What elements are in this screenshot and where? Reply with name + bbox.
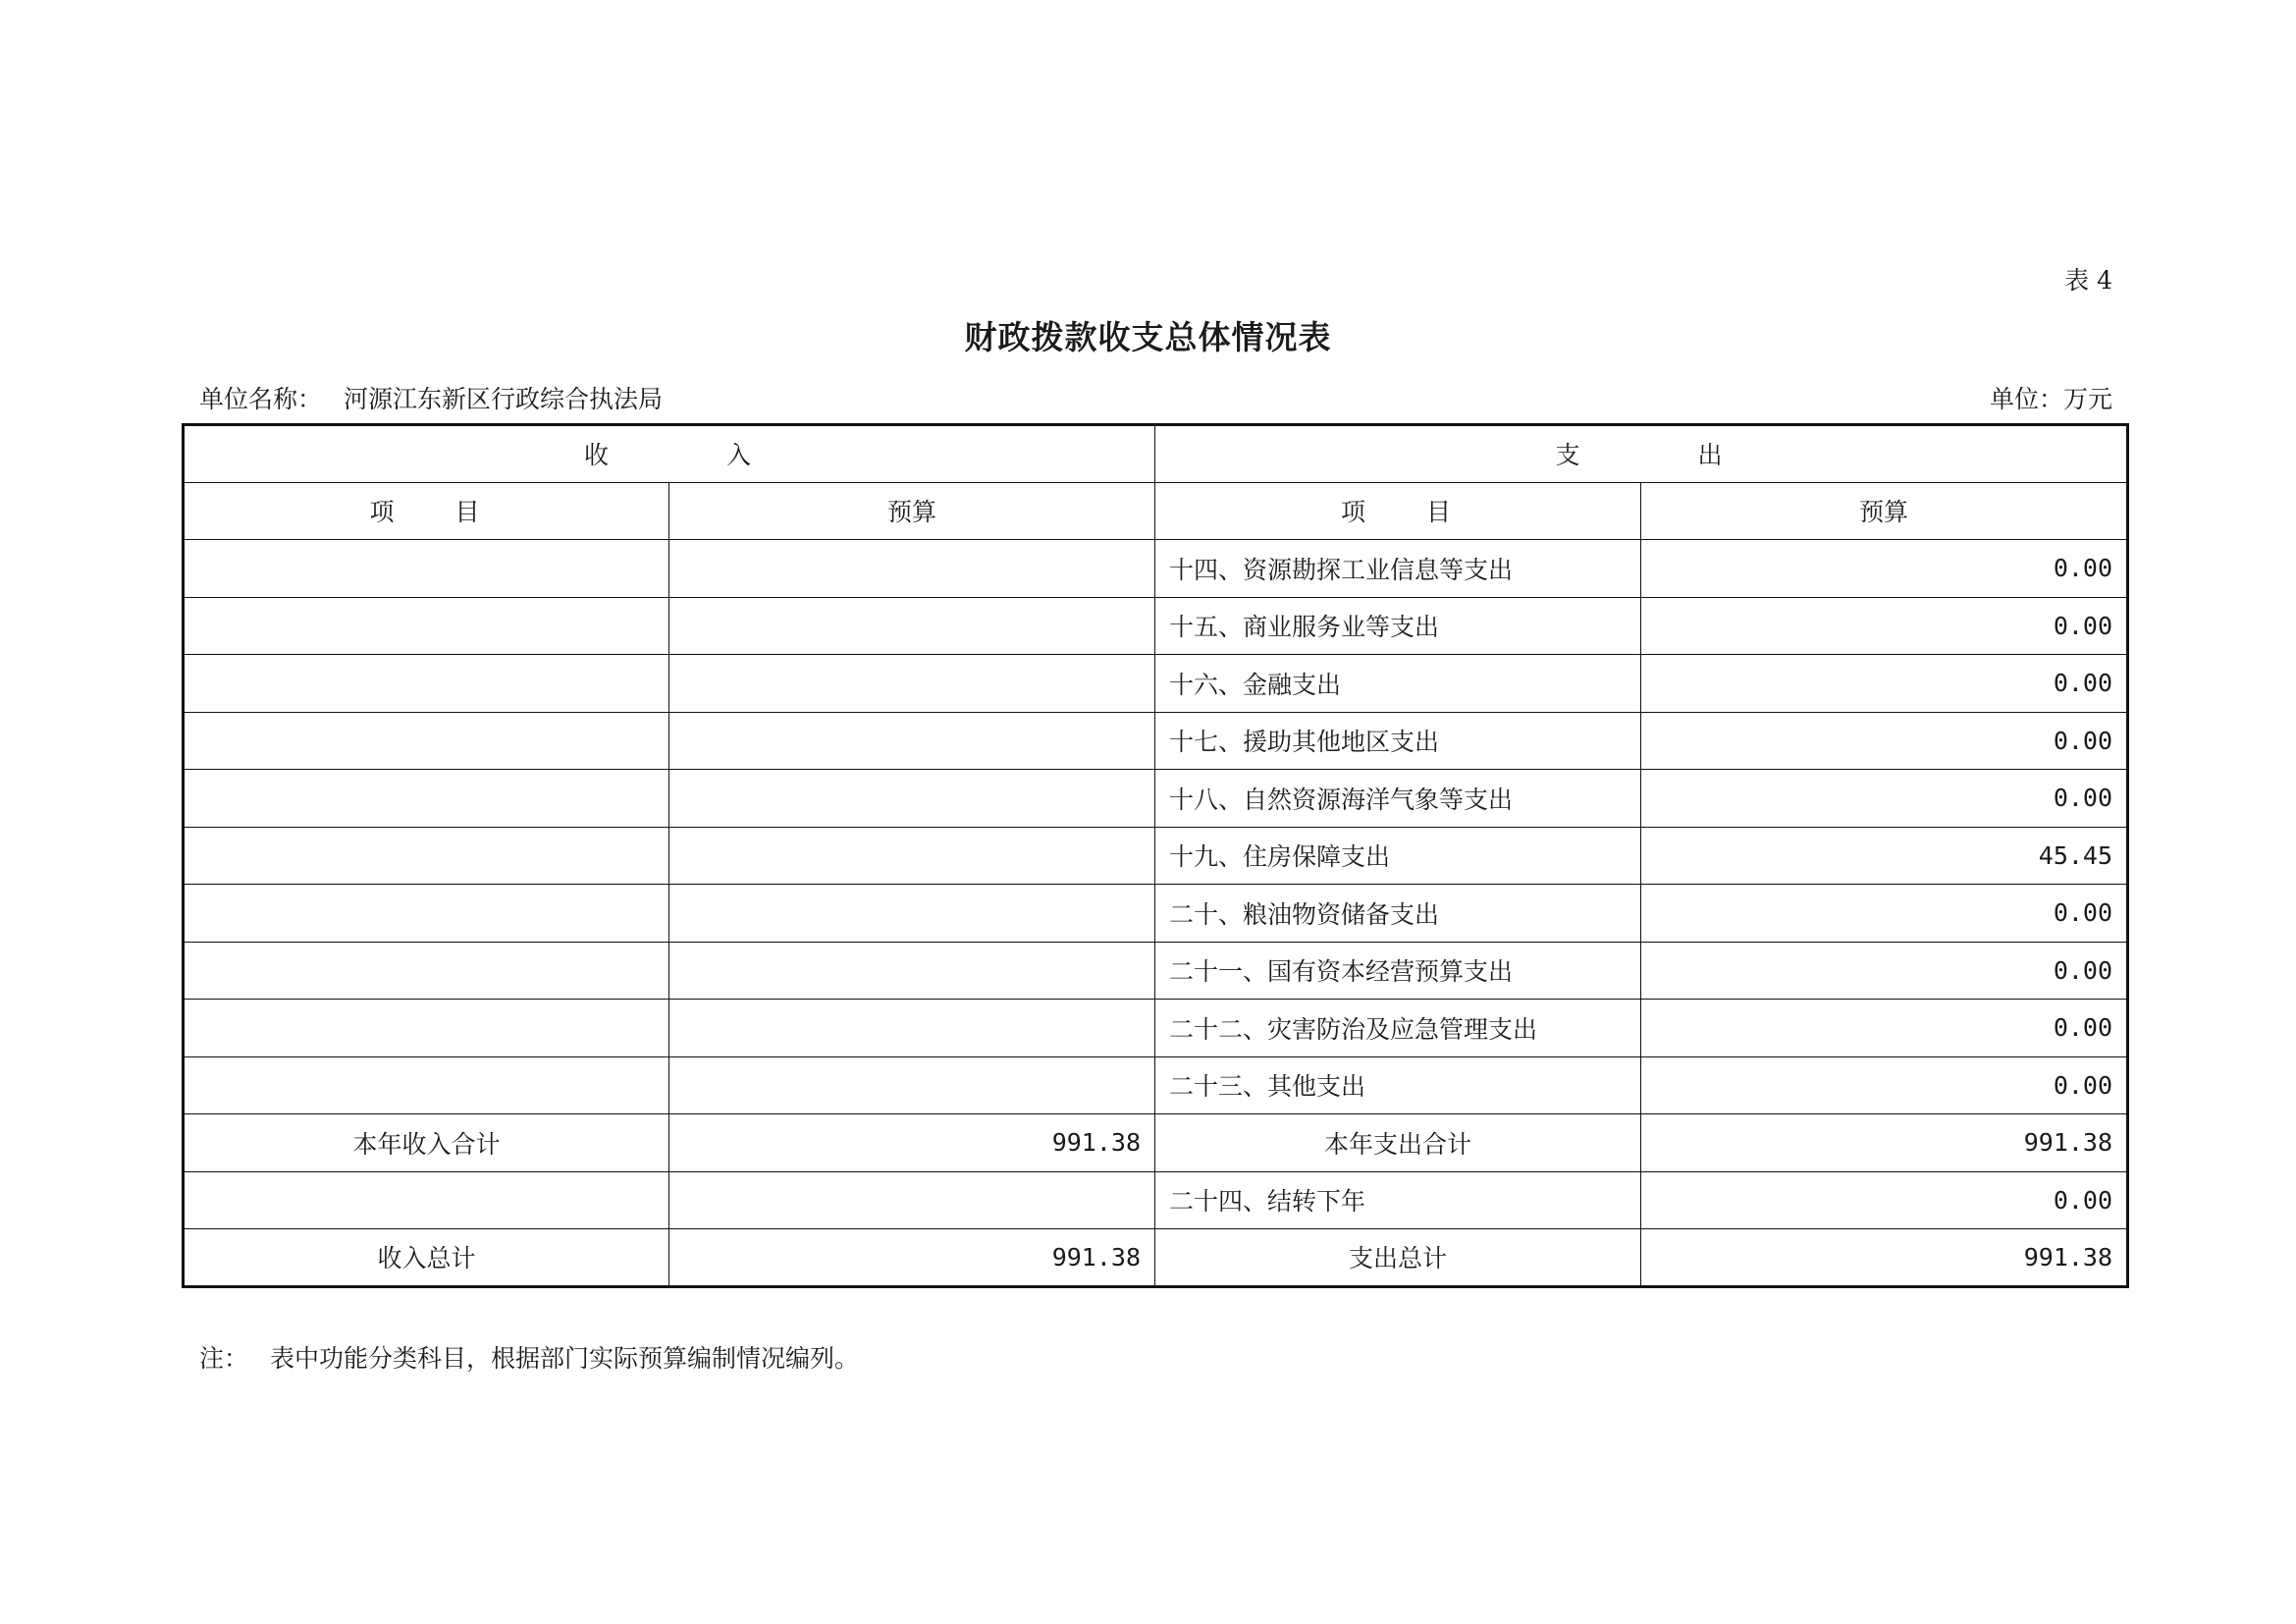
income-grand-total-label: 收入总计	[184, 1229, 669, 1287]
expense-grand-total-label: 支出总计	[1155, 1229, 1641, 1287]
grand-total-row	[184, 1229, 2128, 1287]
expense-budget-cell: 0.00	[1641, 712, 2128, 770]
income-item-cell	[184, 1171, 669, 1229]
income-budget-cell	[669, 885, 1155, 943]
income-budget-cell	[669, 942, 1155, 1000]
expense-budget-cell: 0.00	[1641, 1000, 2128, 1057]
unit-name	[199, 380, 663, 415]
income-item-cell	[184, 942, 669, 1000]
currency-unit: 单位：万元	[1989, 385, 2112, 413]
income-item-header: 项 目	[184, 482, 669, 540]
income-budget-cell	[669, 1056, 1155, 1114]
income-item-cell	[184, 1056, 669, 1114]
expense-item-cell: 二十二、灾害防治及应急管理支出	[1155, 1000, 1641, 1057]
table-row	[184, 770, 2128, 828]
expense-budget-cell: 0.00	[1641, 597, 2128, 655]
expense-item-cell: 十五、商业服务业等支出	[1155, 597, 1641, 655]
expense-item-cell: 二十一、国有资本经营预算支出	[1155, 942, 1641, 1000]
footnote-text: 表中功能分类科目，根据部门实际预算编制情况编列。	[270, 1344, 860, 1373]
income-budget-cell	[669, 655, 1155, 713]
expense-item-cell: 二十、粮油物资储备支出	[1155, 885, 1641, 943]
year-income-total-label: 本年收入合计	[184, 1114, 669, 1172]
expense-budget-cell: 0.00	[1641, 770, 2128, 828]
income-budget-header: 预算	[669, 482, 1155, 540]
income-budget-cell	[669, 827, 1155, 885]
table-row	[184, 540, 2128, 598]
expense-item-cell: 十六、金融支出	[1155, 655, 1641, 713]
income-header: 收 入	[184, 425, 1155, 483]
income-budget-cell	[669, 540, 1155, 598]
expense-budget-header: 预算	[1641, 482, 2128, 540]
expense-budget-cell: 0.00	[1641, 942, 2128, 1000]
year-expense-total-value: 991.38	[1641, 1114, 2128, 1172]
year-income-total-value: 991.38	[669, 1114, 1155, 1172]
expense-budget-cell: 0.00	[1641, 1056, 2128, 1114]
income-budget-cell	[669, 597, 1155, 655]
income-item-cell	[184, 827, 669, 885]
page-title: 财政拨款收支总体情况表	[964, 318, 1332, 356]
income-budget-cell	[669, 770, 1155, 828]
expense-item-cell: 二十三、其他支出	[1155, 1056, 1641, 1114]
income-budget-cell	[669, 1171, 1155, 1229]
footnote-label: 注：	[199, 1344, 249, 1373]
footnote	[199, 1339, 859, 1375]
expense-grand-total-value: 991.38	[1641, 1229, 2128, 1287]
unit-name-label: 单位名称：	[199, 385, 323, 413]
expense-budget-cell: 0.00	[1641, 655, 2128, 713]
table-row	[184, 827, 2128, 885]
expense-budget-cell: 0.00	[1641, 885, 2128, 943]
income-item-cell	[184, 712, 669, 770]
table-row	[184, 655, 2128, 713]
carry-forward-value: 0.00	[1641, 1171, 2128, 1229]
table-row	[184, 942, 2128, 1000]
income-item-cell	[184, 597, 669, 655]
expense-item-cell: 十九、住房保障支出	[1155, 827, 1641, 885]
expense-item-cell: 十八、自然资源海洋气象等支出	[1155, 770, 1641, 828]
income-item-cell	[184, 655, 669, 713]
expense-item-cell: 十七、援助其他地区支出	[1155, 712, 1641, 770]
expense-budget-cell: 45.45	[1641, 827, 2128, 885]
expense-item-header: 项 目	[1155, 482, 1641, 540]
year-total-row	[184, 1114, 2128, 1172]
income-item-cell	[184, 770, 669, 828]
expense-header: 支 出	[1155, 425, 2128, 483]
year-expense-total-label: 本年支出合计	[1155, 1114, 1641, 1172]
table-row	[184, 1056, 2128, 1114]
expense-budget-cell: 0.00	[1641, 540, 2128, 598]
unit-name-value: 河源江东新区行政综合执法局	[344, 385, 664, 413]
income-item-cell	[184, 885, 669, 943]
column-header-row	[184, 482, 2128, 540]
income-item-cell	[184, 1000, 669, 1057]
table-row	[184, 597, 2128, 655]
carry-forward-row	[184, 1171, 2128, 1229]
table-row	[184, 885, 2128, 943]
table-number: 表 4	[2064, 266, 2112, 295]
income-budget-cell	[669, 712, 1155, 770]
section-header-row	[184, 425, 2128, 483]
carry-forward-label: 二十四、结转下年	[1155, 1171, 1641, 1229]
table-row	[184, 712, 2128, 770]
budget-table	[182, 423, 2129, 1288]
income-budget-cell	[669, 1000, 1155, 1057]
expense-item-cell: 十四、资源勘探工业信息等支出	[1155, 540, 1641, 598]
income-grand-total-value: 991.38	[669, 1229, 1155, 1287]
income-item-cell	[184, 540, 669, 598]
table-row	[184, 1000, 2128, 1057]
